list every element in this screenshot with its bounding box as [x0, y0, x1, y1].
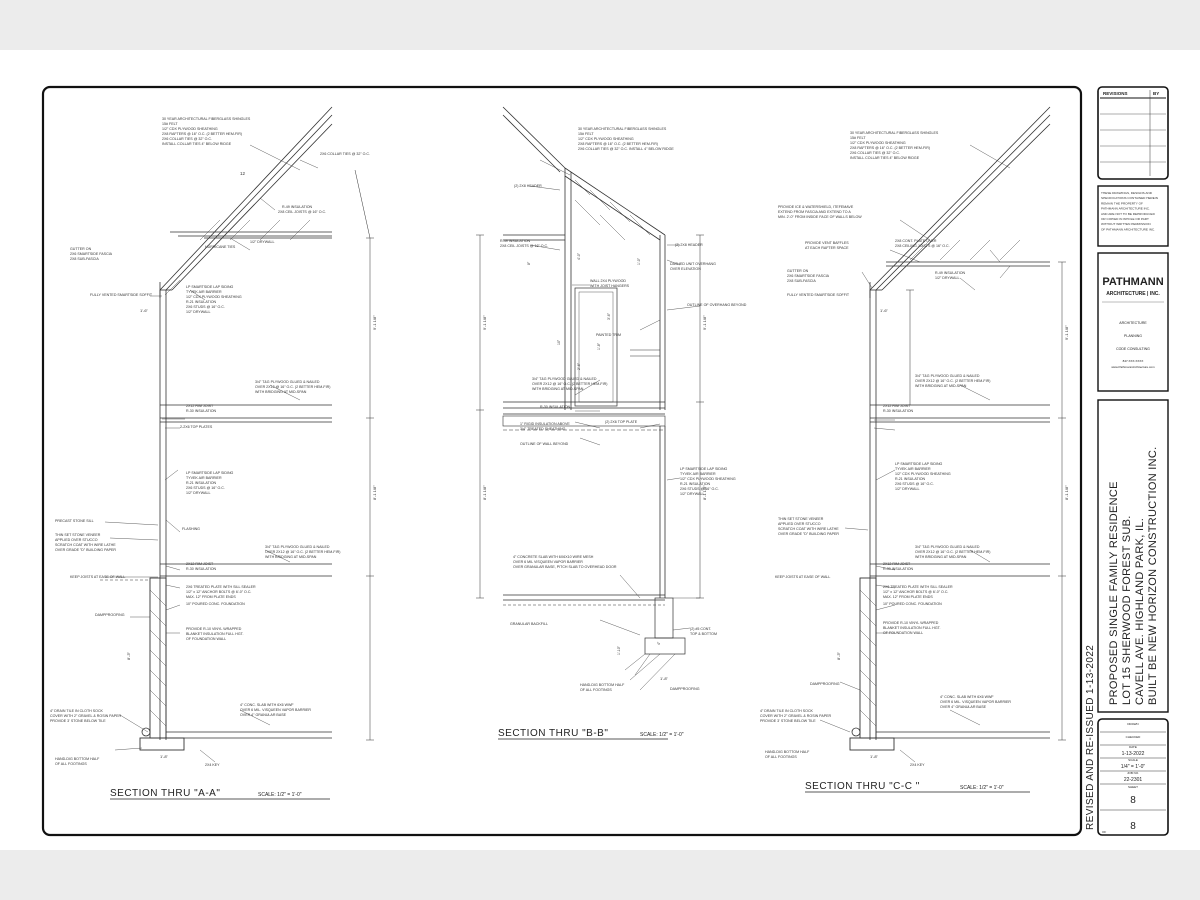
callout-c-c-45: 4" DRAIN TILE IN CLOTH SOCK: [760, 709, 813, 713]
callout-c-c-38: PROVIDE R-10 VINYL WRAPPED: [883, 621, 939, 625]
callout-c-c-50: 2X4 KEY: [910, 763, 925, 767]
callout-c-c-35: 1/2" x 12" ANCHOR BOLTS @ 6'-0" O.C.: [883, 590, 949, 594]
callout-a-a-11: 1/2" CDX PLYWOOD SHEATHING: [186, 295, 242, 299]
revised-note: REVISED AND RE-ISSUED 1-13-2022: [1085, 644, 1096, 830]
callout-b-b-8: PAINTED TRIM: [596, 333, 622, 337]
callout-c-c-17: R-30 INSULATION: [883, 409, 914, 413]
callout-b-b-27: GRANULAR BACKFILL: [510, 622, 548, 626]
callout-a-a-21: LP SMARTSIDE LAP SIDING: [186, 471, 234, 475]
project-line-1: PROPOSED SINGLE FAMILY RESIDENCE: [1108, 481, 1120, 705]
roof-note-a-a-5: INSTALL COLLAR TIES 4" BELOW RIDGE: [162, 142, 232, 146]
callout-c-c-33: KEEP JOISTS AT EASE OF WALL: [775, 575, 831, 579]
callout-a-a-26: PRECAST STONE SILL: [55, 519, 94, 523]
callout-c-c-26: SCRATCH COAT WITH WIRE LATHE: [778, 527, 839, 531]
dim-misc-4: 8": [527, 261, 531, 265]
callout-a-a-47: OVER 6 MIL. VISQUEEN VAPOR BARRIER: [240, 708, 312, 712]
callout-c-c-34: 2X6 TREATED PLATE WITH SILL SEALER: [883, 585, 953, 589]
copyright-line-2: REMAIN THE PROPERTY OF: [1101, 201, 1143, 206]
callout-c-c-27: OVER GRADE "D" BUILDING PAPER: [778, 532, 839, 536]
callout-c-c-47: PROVIDE 3' STONE BELOW TILE: [760, 719, 816, 723]
section-scale-c: SCALE: 1/2" = 1'-0": [960, 785, 1004, 791]
callout-b-b-14: 1" RIGID INSULATION ABOVE: [520, 422, 570, 426]
callout-c-c-37: 10" POURED CONC. FOUNDATION: [883, 602, 942, 606]
job-label: JOB NO.: [1126, 771, 1140, 775]
roof-note-a-a-3: 2X8 RAFTERS @ 16" O.C. (2 BETTER HEM-FIR): [162, 132, 243, 136]
callout-a-a-52: HAND-DIG BOTTOM HALF: [55, 757, 100, 761]
roof-note-c-c-3: 2X8 RAFTERS @ 16" O.C. (2 BETTER HEM-FIR): [850, 146, 931, 150]
callout-a-a-36: R-30 INSULATION: [186, 567, 217, 571]
callout-b-b-4: DASHED UNIT OVERHANG: [670, 262, 716, 266]
callout-a-a-44: BLANKET INSULATION FULL HGT.: [186, 632, 244, 636]
callout-a-a-2: 2X8 CEIL JOISTS @ 16" O.C.: [278, 210, 327, 214]
callout-c-c-39: BLANKET INSULATION FULL HGT.: [883, 626, 941, 630]
callout-a-a-30: SCRATCH COAT WITH WIRE LATHE: [55, 543, 116, 547]
sheet-number-large: 8: [1130, 821, 1136, 832]
callout-b-b-6: WALL 2X4 PLYWOOD: [590, 279, 627, 283]
callout-c-c-28: 3/4" T&G PLYWOOD GLUED & NAILED: [915, 545, 980, 549]
callout-c-c-42: 4" CONC. SLAB WITH 6X6 WWF: [940, 695, 994, 699]
callout-c-c-48: HAND-DIG BOTTOM HALF: [765, 750, 810, 754]
callout-b-b-9: OUTLINE OF OVERHANG BEYOND: [687, 303, 747, 307]
callout-c-c-11: 1/2" DRYWALL: [935, 276, 960, 280]
dim-roof-rise: 12: [240, 171, 246, 176]
firm-service-architecture: ARCHITECTURE: [1119, 321, 1147, 325]
roof-note-c-c-5: INSTALL COLLAR TIES 4" BELOW RIDGE: [850, 156, 920, 160]
callout-a-a-49: 4" DRAIN TILE IN CLOTH SOCK: [50, 709, 103, 713]
firm-service-planning: PLANNING: [1124, 334, 1142, 338]
roof-note-a-a-2: 1/2" CDX PLYWOOD SHEATHING: [162, 127, 218, 131]
dim-floor-height-c: 8'-1 1/8": [1064, 485, 1069, 500]
section-titles: [110, 728, 1030, 799]
dim-floor-height-b: 8'-1 1/8": [702, 485, 707, 500]
callout-c-c-4: AT EACH RAFTER SPACE: [805, 246, 849, 250]
callout-c-c-1: EXTEND FROM FASCIA AND EXTEND TO A: [778, 210, 851, 214]
callout-c-c-15: WITH BRIDGING AT MID-SPAN: [915, 384, 967, 388]
dim-foundation-c: 8'-3": [836, 652, 841, 660]
roof-note-c-c-1: 15# FELT: [850, 136, 866, 140]
callout-a-a-46: 4" CONC. SLAB WITH 6X6 WWF: [240, 703, 294, 707]
callout-a-a-34: WITH BRIDGING AT MID-SPAN: [265, 555, 317, 559]
callout-a-a-35: 2X12 RIM JOIST: [186, 562, 214, 566]
dim-wall-height-a: 9'-1 1/8": [372, 315, 377, 330]
project-line-3: CAVELL AVE. HIGHLAND PARK, IL.: [1134, 517, 1146, 705]
dim-misc-7: 1'-10": [617, 646, 621, 655]
callout-b-b-23: 1/2" DRYWALL: [680, 492, 705, 496]
callout-b-b-29: TOP & BOTTOM: [690, 632, 717, 636]
sheet-label: SHEET: [1127, 785, 1139, 789]
sheet-border: [43, 87, 1081, 835]
callout-a-a-7: HURRICANE TIES: [205, 245, 236, 249]
callout-a-a-1: R-49 INSULATION: [282, 205, 313, 209]
notes-layer: [50, 117, 1069, 767]
callout-a-a-33: OVER 2X12 @ 16" O.C. (2 BETTER HEM-FIR): [265, 550, 341, 554]
by-header: BY: [1153, 91, 1160, 96]
dim-footing-c: 1'-8": [870, 754, 878, 759]
sheet-number: 8: [1130, 795, 1136, 806]
callout-c-c-40: OF FOUNDATION WALL: [883, 631, 924, 635]
callout-a-a-10: TYVEK AIR BARRIER: [186, 290, 222, 294]
roof-note-b-b-1: 15# FELT: [578, 132, 594, 136]
callout-c-c-36: MAX. 12" FROM PLATE ENDS: [883, 595, 933, 599]
callout-c-c-31: 2X12 RIM JOIST: [883, 562, 911, 566]
callout-a-a-13: 2X6 STUDS @ 16" O.C.: [186, 305, 225, 309]
firm-subtitle: ARCHITECTURE | INC.: [1106, 291, 1160, 297]
dim-misc-8: 1'-8": [597, 343, 601, 350]
callout-c-c-32: R-30 INSULATION: [883, 567, 914, 571]
callout-b-b-16: (2) 2X6 TOP PLATE: [605, 420, 638, 424]
callout-c-c-18: LP SMARTSIDE LAP SIDING: [895, 462, 943, 466]
dim-footing-b: 1'-8": [660, 676, 668, 681]
callout-a-a-41: 10" POURED CONC. FOUNDATION: [186, 602, 245, 606]
callout-a-a-53: OF ALL FOOTINGS: [55, 762, 87, 766]
callout-a-a-32: 3/4" T&G PLYWOOD GLUED & NAILED: [265, 545, 330, 549]
roof-note-c-c-4: 2X6 COLLAR TIES @ 32" O.C.: [850, 151, 900, 155]
copyright-line-1: SPECIFICATIONS CONTAINED HEREIN: [1101, 196, 1158, 201]
callout-b-b-3: (2) 2X8 HEADER: [675, 243, 703, 247]
callout-a-a-22: TYVEK AIR BARRIER: [186, 476, 222, 480]
section-b-b: [476, 107, 704, 690]
callout-a-a-23: R-21 INSULATION: [186, 481, 217, 485]
scale-label: SCALE: [1128, 758, 1138, 762]
callout-c-c-9: 2X8 SUB-FASCIA: [787, 279, 816, 283]
callout-b-b-7: WITH JOIST HANGERS: [590, 284, 630, 288]
copyright-notice: [1101, 191, 1158, 231]
callout-c-c-13: 3/4" T&G PLYWOOD GLUED & NAILED: [915, 374, 980, 378]
callout-c-c-43: OVER 6 MIL. VISQUEEN VAPOR BARRIER: [940, 700, 1012, 704]
callout-a-a-43: PROVIDE R-10 VINYL WRAPPED: [186, 627, 242, 631]
roof-note-a-a-4: 2X6 COLLAR TIES @ 32" O.C.: [162, 137, 212, 141]
project-line-4: BUILT BE NEW HORIZON CONSTRUCTION INC.: [1147, 446, 1159, 705]
dim-eave: 1'-6": [140, 308, 148, 313]
dim-misc-6: 10": [557, 339, 561, 345]
callout-a-a-16: OVER 2X12 @ 16" O.C. (2 BETTER HEM-FIR): [255, 385, 331, 389]
copyright-line-4: AND ARE NOT TO BE REPRODUCED: [1101, 211, 1155, 216]
callout-a-a-31: OVER GRADE "D" BUILDING PAPER: [55, 548, 116, 552]
roof-note-b-b-4: 2X6 COLLAR TIES @ 32" O.C. INSTALL 4" BELOW RIDGE: [578, 147, 674, 151]
callout-c-c-10: R-49 INSULATION: [935, 271, 966, 275]
callout-b-b-26: OVER GRANULAR BASE, PITCH SLAB TO OVERHEAD DOOR: [513, 565, 617, 569]
firm-service-code: CODE CONSULTING: [1116, 347, 1150, 351]
callout-a-a-27: FLASHING: [182, 527, 200, 531]
of-label: OF: [1102, 830, 1107, 834]
callout-c-c-22: 2X6 STUDS @ 16" O.C.: [895, 482, 934, 486]
callout-a-a-5: 2X6 SMARTSIDE FASCIA: [70, 252, 113, 256]
callout-b-b-17: OUTLINE OF WALL BEYOND: [520, 442, 569, 446]
section-scale-a: SCALE: 1/2" = 1'-0": [258, 792, 302, 798]
callout-a-a-24: 2X6 STUDS @ 16" O.C.: [186, 486, 225, 490]
callout-b-b-25: OVER 6 MIL VISQUEEN VAPOR BARRIER: [513, 560, 583, 564]
copyright-line-3: PATHMANN ARCHITECTURE INC.: [1101, 206, 1150, 211]
copyright-line-6: WITHOUT WRITTEN PERMISSION: [1101, 222, 1151, 227]
callout-c-c-24: THIN SET STONE VENEER: [778, 517, 824, 521]
callout-c-c-41: DAMPPROOFING: [810, 682, 840, 686]
roof-note-c-c-0: 30 YEAR ARCHITECTURAL FIBERGLASS SHINGLES: [850, 131, 939, 135]
callout-c-c-49: OF ALL FOOTINGS: [765, 755, 797, 759]
dim-misc-5: 4": [657, 641, 661, 645]
callout-c-c-12: FULLY VENTED SMARTSIDE SOFFIT: [787, 293, 850, 297]
dim-foundation-a: 8'-3": [126, 652, 131, 660]
callout-b-b-2: 2X8 CEIL JOISTS @ 16" O.C.: [500, 244, 549, 248]
roof-note-a-a-1: 15# FELT: [162, 122, 178, 126]
callout-c-c-6: 2X8 CEILING JOISTS @ 16" O.C.: [895, 244, 950, 248]
callout-b-b-28: (2) #5 CONT.: [690, 627, 712, 631]
callout-c-c-46: COVER WITH 2" GRAVEL & ROSIN PAPER: [760, 714, 832, 718]
callout-a-a-9: LP SMARTSIDE LAP SIDING: [186, 285, 234, 289]
firm-website: www.PathmannArchitecture.com: [1111, 365, 1155, 369]
callout-c-c-29: OVER 2X12 @ 16" O.C. (2 BETTER HEM-FIR): [915, 550, 991, 554]
callout-b-b-13: R-30 INSULATION: [540, 405, 571, 409]
callout-b-b-10: 3/4" T&G PLYWOOD GLUED & NAILED: [532, 377, 597, 381]
dim-eave-c: 1'-6": [880, 308, 888, 313]
callout-c-c-5: 2X8 CONT. PLATE OVER: [895, 239, 937, 243]
callout-a-a-18: 2X12 RIM JOIST: [186, 404, 214, 408]
callout-b-b-5: OVER ELEVATION: [670, 267, 701, 271]
callout-b-b-24: 4" CONCRETE SLAB WITH 6X6X10 WIRE MESH: [513, 555, 594, 559]
callout-a-a-39: 1/2" x 12" ANCHOR BOLTS @ 6'-0" O.C.: [186, 590, 252, 594]
callout-b-b-11: OVER 2X12 @ 16" O.C. (2 BETTER HEM-FIR): [532, 382, 608, 386]
callout-a-a-15: 3/4" T&G PLYWOOD GLUED & NAILED: [255, 380, 320, 384]
roof-note-c-c-2: 1/2" CDX PLYWOOD SHEATHING: [850, 141, 906, 145]
firm-phone: 847.XXX.XXXX: [1122, 359, 1144, 363]
dim-floor-height-a: 8'-1 1/8": [372, 485, 377, 500]
title-block: [1085, 87, 1168, 835]
callout-b-b-22: 2X6 STUDS @ 16" O.C.: [680, 487, 719, 491]
dim-footing-a: 1'-8": [160, 754, 168, 759]
copyright-line-0: THESE DRAWINGS, DESIGNS AND: [1101, 191, 1152, 195]
project-line-2: LOT 15 SHERWOOD FOREST SUB.: [1121, 515, 1133, 705]
callout-c-c-16: 2X12 RIM JOIST: [883, 404, 911, 408]
callout-a-a-54: 2X4 KEY: [205, 763, 220, 767]
revisions-header: REVISIONS: [1103, 91, 1128, 96]
section-title-c: SECTION THRU "C-C ": [805, 781, 920, 792]
callout-a-a-38: 2X6 TREATED PLATE WITH SILL SEALER: [186, 585, 256, 589]
copyright-line-5: OR COPIED IN WHOLE OR PART: [1101, 217, 1149, 221]
section-title-a: SECTION THRU "A-A": [110, 788, 221, 799]
callout-a-a-4: GUTTER ON: [70, 247, 92, 251]
callout-b-b-31: OF ALL FOOTINGS: [580, 688, 612, 692]
callout-c-c-23: 1/2" DRYWALL: [895, 487, 920, 491]
callout-a-a-25: 1/2" DRYWALL: [186, 491, 211, 495]
dim-wall-height-c: 9'-1 1/8": [1064, 325, 1069, 340]
callout-a-a-51: PROVIDE 3' STONE BELOW TILE: [50, 719, 106, 723]
revisions-table: [1098, 87, 1168, 179]
copyright-line-7: OF PATHMANN ARCHITECTURE INC.: [1101, 227, 1156, 232]
dim-misc-0: 4'-0": [577, 253, 581, 260]
callout-c-c-19: TYVEK AIR BARRIER: [895, 467, 931, 471]
dim-misc-3: 1'-0": [637, 258, 641, 265]
dim-misc-2: 2'-6": [577, 363, 581, 370]
dim-wall-height-b-left: 9'-1 1/8": [482, 315, 487, 330]
callout-b-b-0: (2) 2X8 HEADER: [514, 184, 542, 188]
callout-c-c-7: GUTTER ON: [787, 269, 809, 273]
callout-a-a-40: MAX. 12" FROM PLATE ENDS: [186, 595, 236, 599]
callout-a-a-3: 1/2" DRYWALL: [250, 240, 275, 244]
callout-a-a-50: COVER WITH 2" GRAVEL & ROSIN PAPER: [50, 714, 122, 718]
callout-c-c-30: WITH BRIDGING AT MID-SPAN: [915, 555, 967, 559]
dim-floor-height-b-left: 8'-1 1/8": [482, 485, 487, 500]
callout-b-b-30: HAND-DIG BOTTOM HALF: [580, 683, 625, 687]
callout-b-b-15: 3/4" TREATED SHEATHING: [520, 427, 566, 431]
callout-a-a-8: FULLY VENTED SMARTSIDE SOFFIT: [90, 293, 153, 297]
callout-b-b-18: LP SMARTSIDE LAP SIDING: [680, 467, 728, 471]
callout-c-c-8: 2X6 SMARTSIDE FASCIA: [787, 274, 830, 278]
roof-note-b-b-3: 2X8 RAFTERS @ 16" O.C. (2 BETTER HEM-FIR): [578, 142, 659, 146]
callout-c-c-21: R-21 INSULATION: [895, 477, 926, 481]
callout-c-c-0: PROVIDE ICE & WATERSHIELD, ITEFEMAVE: [778, 205, 854, 209]
firm-name: PATHMANN: [1102, 276, 1164, 288]
section-a-a: [100, 107, 374, 762]
date-label: DATE: [1129, 745, 1137, 749]
callout-c-c-14: OVER 2X12 @ 16" O.C. (2 BETTER HEM-FIR): [915, 379, 991, 383]
date-value: 1-13-2022: [1121, 751, 1145, 757]
callout-a-a-14: 1/2" DRYWALL: [186, 310, 211, 314]
callout-a-a-19: R-30 INSULATION: [186, 409, 217, 413]
roof-note-b-b-0: 30 YEAR ARCHITECTURAL FIBERGLASS SHINGLES: [578, 127, 667, 131]
callout-c-c-44: OVER 4" GRANULAR BASE: [940, 705, 987, 709]
section-scale-b: SCALE: 1/2" = 1'-0": [640, 732, 684, 738]
roof-note-a-a-0: 30 YEAR ARCHITECTURAL FIBERGLASS SHINGLES: [162, 117, 251, 121]
section-title-b: SECTION THRU "B-B": [498, 728, 609, 739]
callout-a-a-37: KEEP JOISTS AT EASE OF WALL: [70, 575, 126, 579]
callout-c-c-3: PROVIDE VENT BAFFLES: [805, 241, 849, 245]
callout-c-c-25: APPLIED OVER STUCCO: [778, 522, 821, 526]
project-info: [1108, 446, 1159, 705]
callout-a-a-17: WITH BRIDGING AT MID-SPAN: [255, 390, 307, 394]
callout-b-b-21: R-21 INSULATION: [680, 482, 711, 486]
callout-a-a-42: DAMPPROOFING: [95, 613, 125, 617]
callout-a-a-28: THIN SET STONE VENEER: [55, 533, 101, 537]
section-c-c: [820, 107, 1066, 762]
callout-b-b-32: DAMPPROOFING: [670, 687, 700, 691]
callout-c-c-2: MIN. 2'-0" FROM INSIDE FACE OF WALLS BELOW: [778, 215, 862, 219]
checked-label: CHECKED: [1125, 735, 1141, 739]
callout-a-a-12: R-21 INSULATION: [186, 300, 217, 304]
dim-wall-height-b: 9'-1 1/8": [702, 315, 707, 330]
dim-misc-1: 3'-6": [607, 313, 611, 320]
callout-a-a-0: 2X6 COLLAR TIES @ 32" O.C.: [320, 152, 370, 156]
job-value: 22-2301: [1123, 777, 1143, 783]
callout-b-b-12: WITH BRIDGING AT MID-SPAN: [532, 387, 584, 391]
scale-value: 1/4" = 1'-0": [1120, 764, 1146, 770]
callout-a-a-20: 2-2X6 TOP PLATES: [180, 425, 213, 429]
callout-b-b-1: R-49 INSULATION: [500, 239, 531, 243]
roof-note-b-b-2: 1/2" CDX PLYWOOD SHEATHING: [578, 137, 634, 141]
callout-b-b-20: 1/2" CDX PLYWOOD SHEATHING: [680, 477, 736, 481]
callout-a-a-48: OVER 4" GRANULAR BASE: [240, 713, 287, 717]
architectural-drawing: [0, 50, 1200, 850]
callout-a-a-29: APPLIED OVER STUCCO: [55, 538, 98, 542]
callout-c-c-20: 1/2" CDX PLYWOOD SHEATHING: [895, 472, 951, 476]
drawing-sheet: [0, 50, 1200, 850]
callout-a-a-6: 2X8 SUB-FASCIA: [70, 257, 99, 261]
callout-a-a-45: OF FOUNDATION WALL: [186, 637, 227, 641]
drawn-label: DRAWN: [1127, 722, 1139, 726]
callout-b-b-19: TYVEK AIR BARRIER: [680, 472, 716, 476]
